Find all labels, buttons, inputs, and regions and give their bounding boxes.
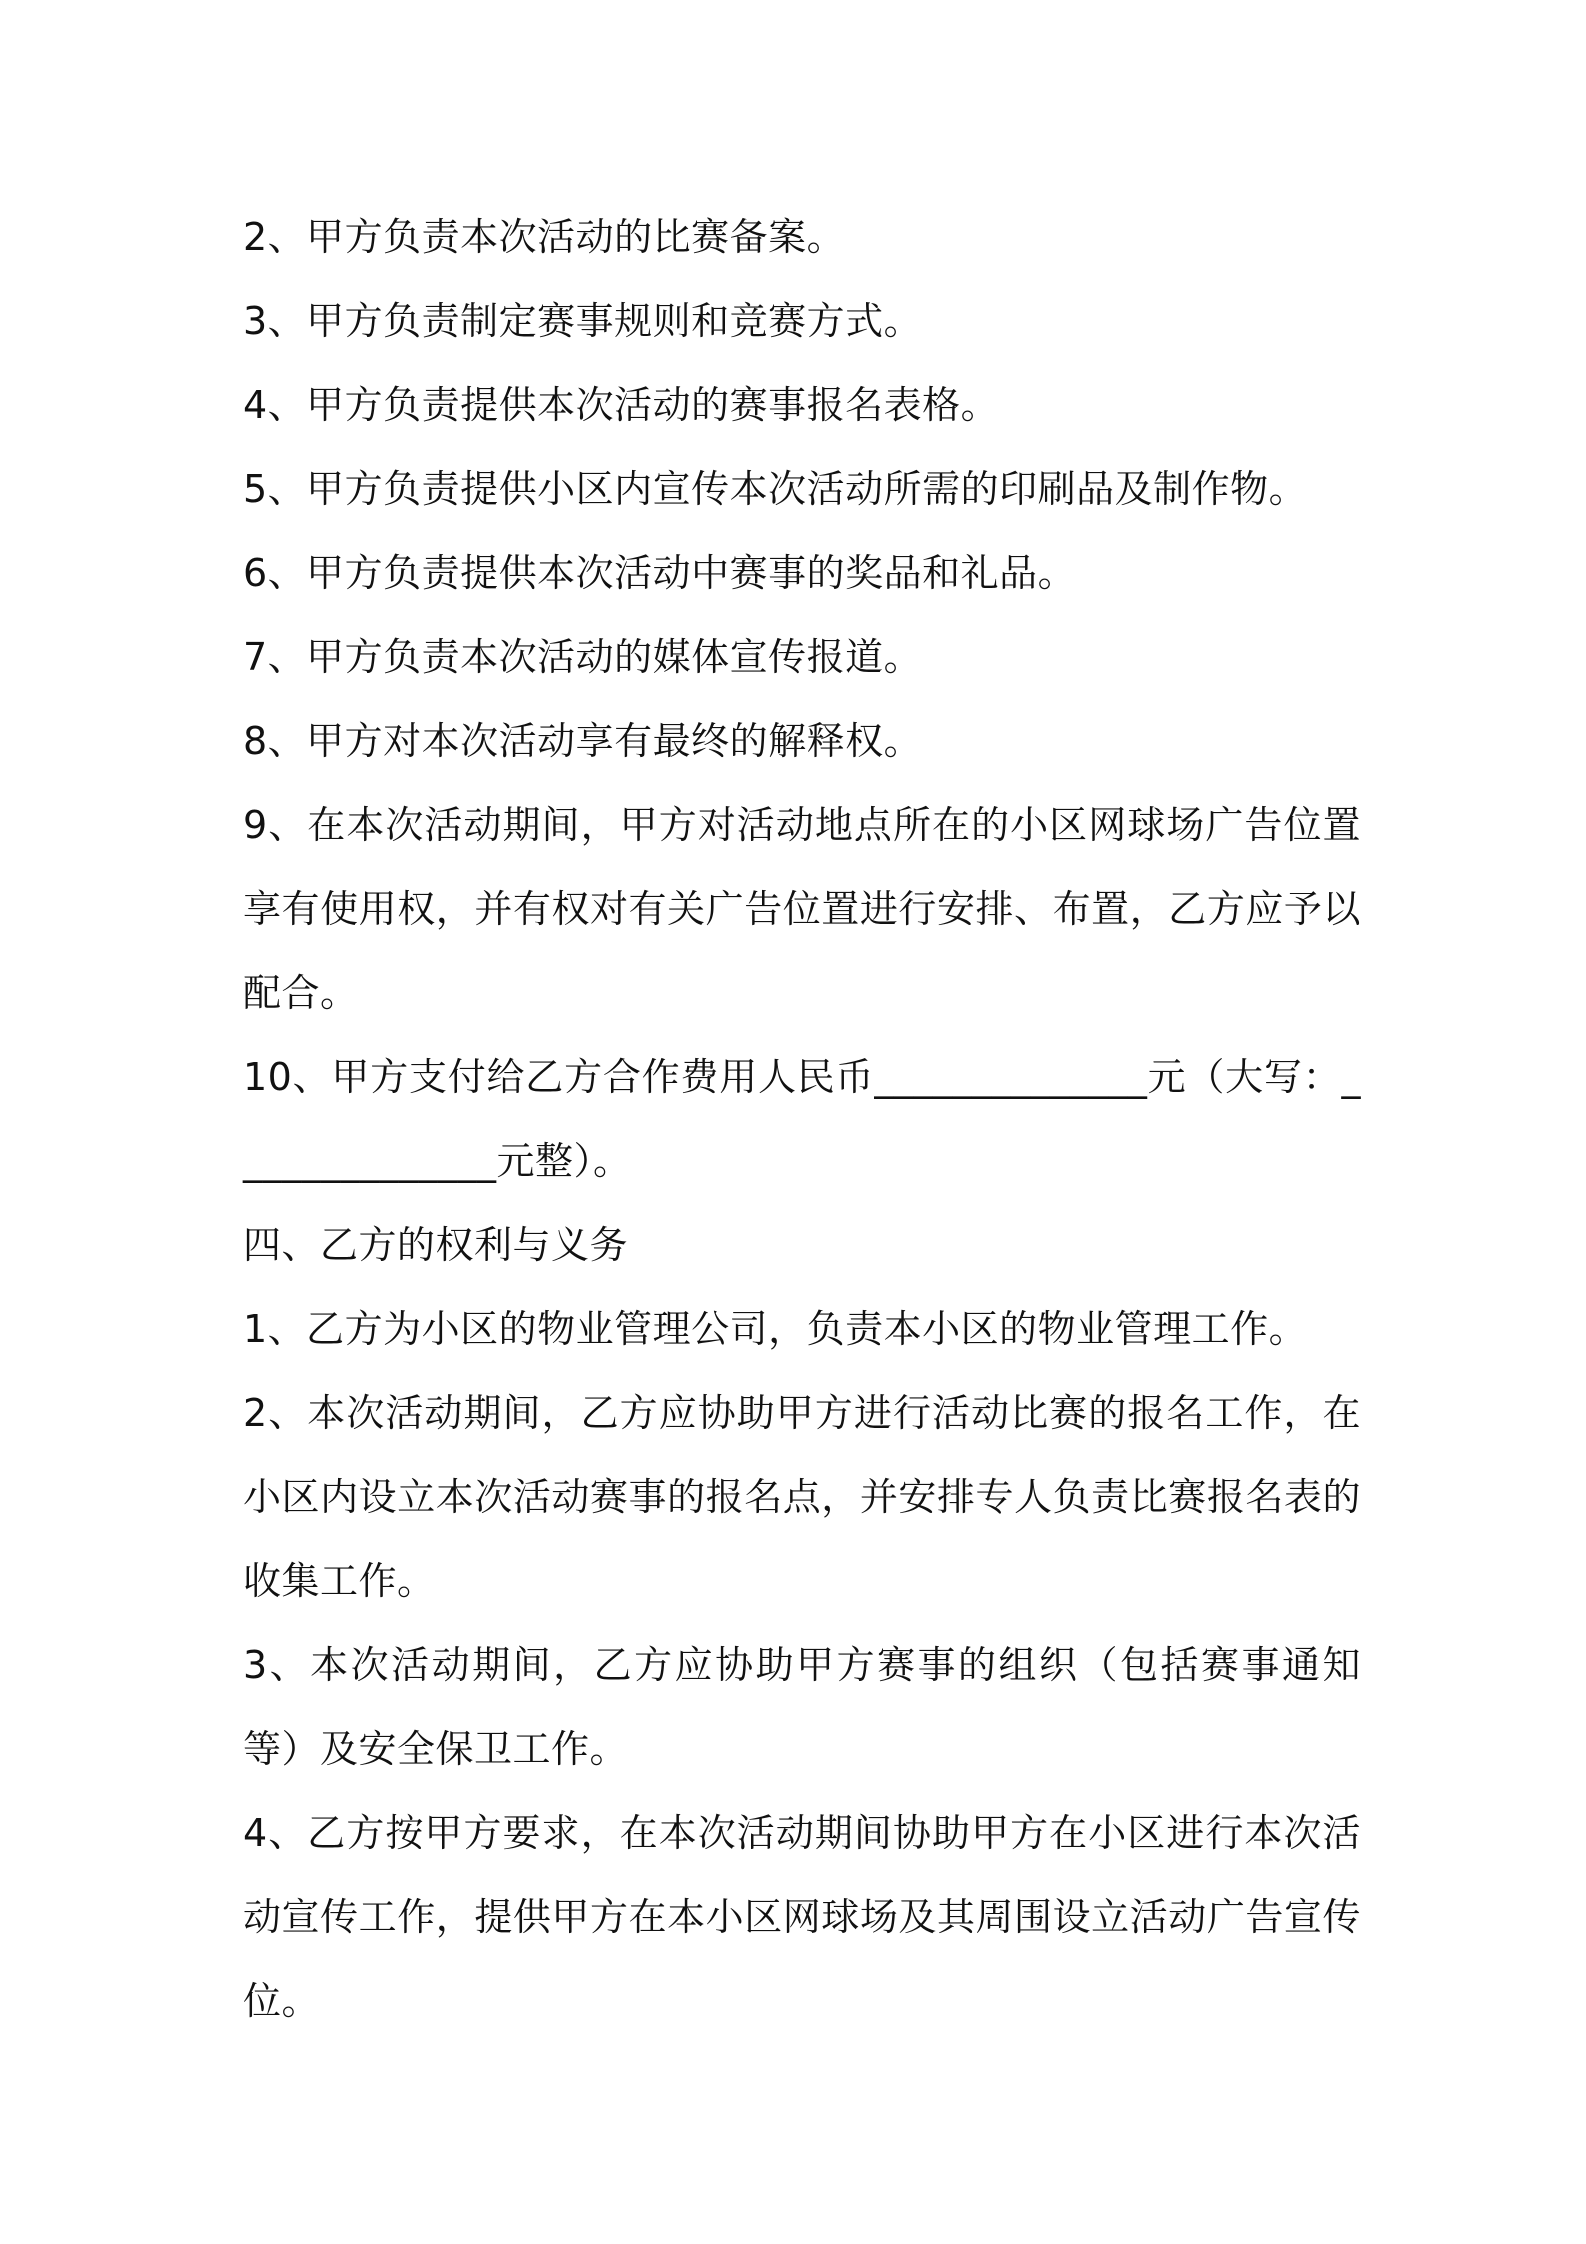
- section-heading: 四、乙方的权利与义务: [243, 1223, 629, 1267]
- clause-10: 10、甲方支付给乙方合作费用人民币______________元（大写：______________元整）。: [243, 1055, 1361, 1183]
- clause-7: 7、甲方负责本次活动的媒体宣传报道。: [243, 635, 923, 679]
- clause-2: 2、甲方负责本次活动的比赛备案。: [243, 215, 846, 259]
- party-b-clause-1: 1、乙方为小区的物业管理公司，负责本小区的物业管理工作。: [243, 1307, 1308, 1351]
- clause-9: 9、在本次活动期间，甲方对活动地点所在的小区网球场广告位置享有使用权，并有权对有关广告位置进行安排、布置，乙方应予以配合。: [243, 803, 1361, 1015]
- party-b-clause-2: 2、本次活动期间，乙方应协助甲方进行活动比赛的报名工作，在小区内设立本次活动赛事的报名点，并安排专人负责比赛报名表的收集工作。: [243, 1391, 1361, 1603]
- party-b-clause-3: 3、本次活动期间，乙方应协助甲方赛事的组织（包括赛事通知等）及安全保卫工作。: [243, 1643, 1361, 1771]
- clause-3: 3、甲方负责制定赛事规则和竞赛方式。: [243, 299, 923, 343]
- party-b-clause-4: 4、乙方按甲方要求，在本次活动期间协助甲方在小区进行本次活动宣传工作，提供甲方在本小区网球场及其周围设立活动广告宣传位。: [243, 1811, 1361, 2023]
- clause-4: 4、甲方负责提供本次活动的赛事报名表格。: [243, 383, 1000, 427]
- clause-8: 8、甲方对本次活动享有最终的解释权。: [243, 719, 923, 763]
- document-body: [243, 195, 1361, 2043]
- clause-5: 5、甲方负责提供小区内宣传本次活动所需的印刷品及制作物。: [243, 467, 1308, 511]
- clause-6: 6、甲方负责提供本次活动中赛事的奖品和礼品。: [243, 551, 1077, 595]
